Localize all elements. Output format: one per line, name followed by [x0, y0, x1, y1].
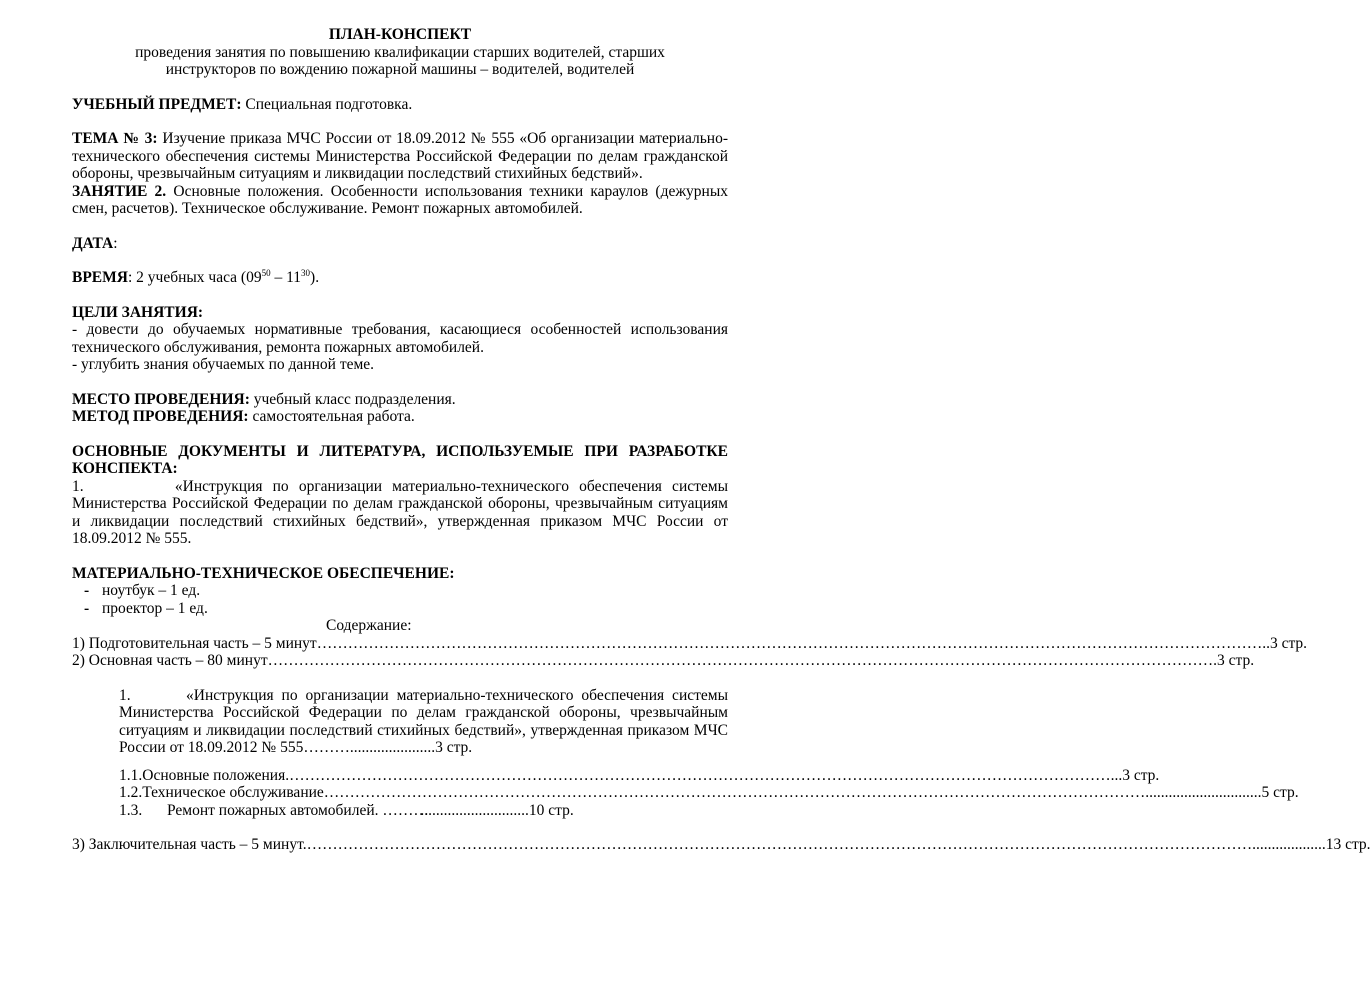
contents-subsections [119, 766, 1299, 820]
document-subtitle-line1: проведения занятия по повышению квалификации старших водителей, старших [135, 43, 665, 61]
place-value: учебный класс подразделения. [249, 390, 456, 408]
document-page [72, 26, 1371, 854]
contents-title: Содержание: [326, 617, 412, 634]
time-start-minutes: 50 [261, 267, 271, 278]
lesson-label: ЗАНЯТИЕ 2. [72, 182, 167, 200]
contents-part-1: 1) Подготовительная часть – 5 минут ………………………………………………………………………………………………………………………………………………………………… ..3 стр. [72, 635, 728, 653]
place-label: МЕСТО ПРОВЕДЕНИЯ: [72, 390, 250, 408]
supply-label: МАТЕРИАЛЬНО-ТЕХНИЧЕСКОЕ ОБЕСПЕЧЕНИЕ: [72, 564, 455, 582]
date-label: ДАТА [72, 234, 114, 252]
date-suffix: : [113, 234, 118, 252]
goals-item-2: - углубить знания обучаемых по данной теме. [72, 356, 375, 373]
document-title: ПЛАН-КОНСПЕКТ [328, 26, 472, 43]
time-prefix: : 2 учебных часа (09 [127, 269, 262, 286]
time-line [72, 269, 728, 287]
goals-label: ЦЕЛИ ЗАНЯТИЯ: [72, 303, 204, 321]
method-label: МЕТОД ПРОВЕДЕНИЯ: [72, 408, 249, 425]
list-item: - ноутбук – 1 ед. [84, 582, 201, 599]
time-suffix: ). [310, 269, 320, 286]
date-line [72, 235, 728, 253]
contents-subsection: 1.1. Основные положения. …………………………………………………………………………………………………………………………………………… ...3 стр. [119, 767, 728, 785]
time-label: ВРЕМЯ [72, 269, 128, 286]
contents-part-3: 3) Заключительная часть – 5 минут. ………………………………………………………………………………………………………………………………………………………………… ...................13 стр. [72, 836, 728, 854]
method-value: самостоятельная работа. [248, 408, 415, 425]
topic-paragraph [72, 130, 728, 183]
time-end-minutes: 30 [301, 267, 311, 278]
goals-item-1: - довести до обучаемых нормативные требования, касающиеся особенностей использования технического обслуживания, ремонта пожарных автомобилей. [72, 321, 728, 356]
docs-item-1: 1. «Инструкция по организации материально-технического обеспечения системы Министерства Российской Федерации по делам гражданской обороны, чрезвычайным ситуациям и ликвидации последствий стихийных бедствий», утвержденная приказом МЧС России от 18.09.2012 № 555. [72, 477, 732, 547]
subject-value: Специальная подготовка. [241, 95, 413, 113]
document-subtitle-line2: инструкторов по вождению пожарной машины – водителей, водителей [165, 61, 635, 78]
topic-label: ТЕМА № 3: [72, 130, 158, 147]
supply-list [72, 582, 728, 617]
time-mid: – 11 [270, 269, 302, 286]
contents-part-2: 2) Основная часть – 80 минут ………………………………………………………………………………………………………………………………………………………………… .3 стр. [72, 652, 728, 670]
list-item: - проектор – 1 ед. [84, 599, 208, 617]
method-line [72, 408, 728, 426]
subject-paragraph [72, 96, 728, 114]
contents-subsection: 1.3. Ремонт пожарных автомобилей. ……… ............................10 стр. [119, 801, 574, 819]
docs-label: ОСНОВНЫЕ ДОКУМЕНТЫ И ЛИТЕРАТУРА, ИСПОЛЬЗУЕМЫЕ ПРИ РАЗРАБОТКЕ КОНСПЕКТА: [72, 442, 728, 477]
contents-instruction: 1. «Инструкция по организации материально-технического обеспечения системы Министерства Российской Федерации по делам гражданской обороны, чрезвычайным ситуациям и ликвидации последствий стихийных бедствий», утвержденная приказом МЧС России от 18.09.2012 № 555………......................3 стр. [119, 686, 732, 756]
contents-subsection: 1.2. Техническое обслуживание …………………………………………………………………………………………………………………………………………… ..............................5 стр. [119, 784, 728, 802]
place-line [72, 391, 728, 409]
topic-value: Изучение приказа МЧС России от 18.09.2012 № 555 «Об организации материально-технического обеспечения системы Министерства Российской Федерации по делам гражданской обороны, чрезвычайным ситуациям и ликвидации последствий стихийных бедствий». [72, 130, 728, 182]
lesson-value: Основные положения. Особенности использования техники караулов (дежурных смен, расчетов). Техническое обслуживание. Ремонт пожарных автомобилей. [72, 182, 728, 217]
subject-label: УЧЕБНЫЙ ПРЕДМЕТ: [72, 95, 242, 113]
lesson-paragraph [72, 183, 728, 218]
